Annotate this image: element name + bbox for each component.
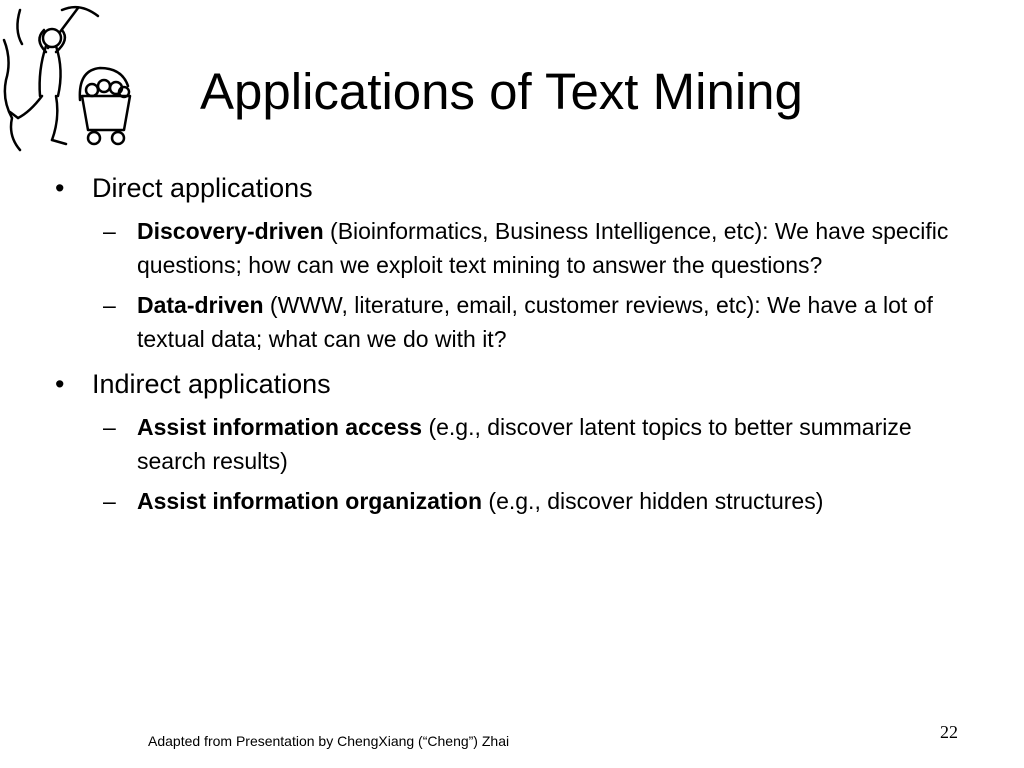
- sub-item-term: Data-driven: [137, 292, 264, 318]
- bullet-indirect-applications: [55, 366, 985, 402]
- bullet-marker: •: [55, 369, 65, 399]
- sub-item-term: Assist information organization: [137, 488, 483, 514]
- sub-item-text: (Bioinformatics, Business Intelligence, etc): We have specific questions; how can we exploit text mining to answer the questions?: [137, 218, 949, 278]
- sub-list: [55, 410, 985, 518]
- bullet-heading: Direct applications: [92, 173, 313, 203]
- sub-item-assist-information-access: [55, 410, 985, 478]
- sub-item-discovery-driven: [55, 214, 985, 282]
- slide-title: Applications of Text Mining: [200, 63, 803, 120]
- dash-marker: –: [103, 414, 116, 440]
- sub-list: [55, 214, 985, 356]
- slide-footer: Adapted from Presentation by ChengXiang (“Cheng”) Zhai: [148, 733, 510, 749]
- bullet-marker: •: [55, 173, 65, 203]
- bullet-direct-applications: [55, 170, 985, 206]
- sub-item-text: (e.g., discover latent topics to better summarize search results): [137, 414, 912, 474]
- slide-number: 22: [940, 722, 958, 742]
- bullet-heading: Indirect applications: [92, 369, 331, 399]
- sub-item-term: Assist information access: [137, 414, 423, 440]
- sub-item-text: (e.g., discover hidden structures): [482, 488, 824, 514]
- dash-marker: –: [103, 292, 116, 318]
- sub-item-assist-information-organization: [55, 484, 985, 518]
- sub-item-data-driven: [55, 288, 985, 356]
- dash-marker: –: [103, 488, 116, 514]
- sub-item-term: Discovery-driven: [137, 218, 324, 244]
- dash-marker: –: [103, 218, 116, 244]
- slide-body: [55, 170, 985, 528]
- miner-with-pickaxe-and-cart-icon: [0, 0, 140, 160]
- sub-item-text: (WWW, literature, email, customer reviews, etc): We have a lot of textual data; what can we do with it?: [137, 292, 933, 352]
